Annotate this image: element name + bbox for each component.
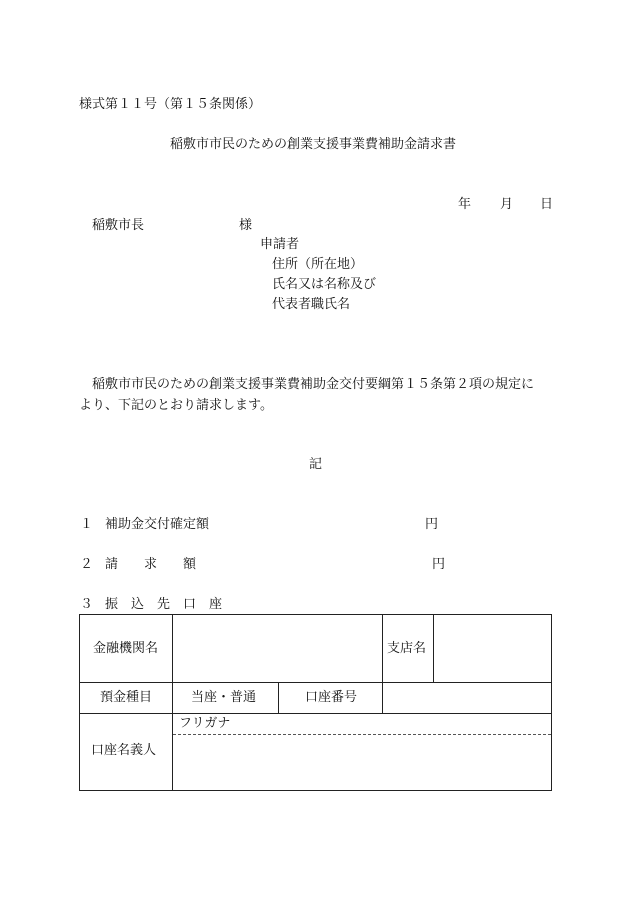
item-number: １ xyxy=(80,517,94,532)
applicant-heading: 申請者 xyxy=(260,237,300,252)
addressee-mayor: 稲敷市長 xyxy=(92,218,145,233)
yen-unit: 円 xyxy=(432,557,446,572)
addressee-honorific: 様 xyxy=(239,218,253,233)
item-label-confirmed-amount: 補助金交付確定額 xyxy=(105,517,210,532)
bank-account-table xyxy=(79,614,552,791)
applicant-name-label-2: 代表者職氏名 xyxy=(272,297,351,312)
ki-heading: 記 xyxy=(309,457,323,472)
institution-label: 金融機関名 xyxy=(93,641,159,656)
account-number-label: 口座番号 xyxy=(305,690,358,705)
table-row-divider xyxy=(80,682,551,683)
date-year-label: 年 xyxy=(458,197,472,212)
table-column-divider xyxy=(278,682,279,713)
branch-label: 支店名 xyxy=(387,641,427,656)
furigana-divider xyxy=(173,734,551,735)
date-day-label: 日 xyxy=(540,197,554,212)
item-number: ２ xyxy=(80,557,94,572)
item-number: ３ xyxy=(80,597,94,612)
item-label-request-amount: 請 求 額 xyxy=(105,557,197,572)
table-column-divider xyxy=(382,682,383,713)
body-text-line-1: 稲敷市市民のための創業支援事業費補助金交付要綱第１５条第２項の規定に xyxy=(92,377,535,392)
document-title: 稲敷市市民のための創業支援事業費補助金請求書 xyxy=(170,137,457,152)
form-number: 様式第１１号（第１５条関係） xyxy=(79,97,262,112)
yen-unit: 円 xyxy=(425,517,439,532)
table-row-divider xyxy=(80,713,551,714)
table-column-divider xyxy=(433,615,434,682)
deposit-type-options: 当座・普通 xyxy=(191,690,257,705)
furigana-label: フリガナ xyxy=(179,716,231,731)
table-column-divider xyxy=(172,615,173,790)
date-month-label: 月 xyxy=(500,197,514,212)
account-holder-label: 口座名義人 xyxy=(91,743,157,758)
table-column-divider xyxy=(382,615,383,682)
applicant-address-label: 住所（所在地） xyxy=(272,257,364,272)
body-text-line-2: より、下記のとおり請求します。 xyxy=(79,398,273,413)
applicant-name-label-1: 氏名又は名称及び xyxy=(272,277,377,292)
item-label-transfer-account: 振 込 先 口 座 xyxy=(105,597,223,612)
deposit-type-label: 預金種目 xyxy=(100,690,153,705)
